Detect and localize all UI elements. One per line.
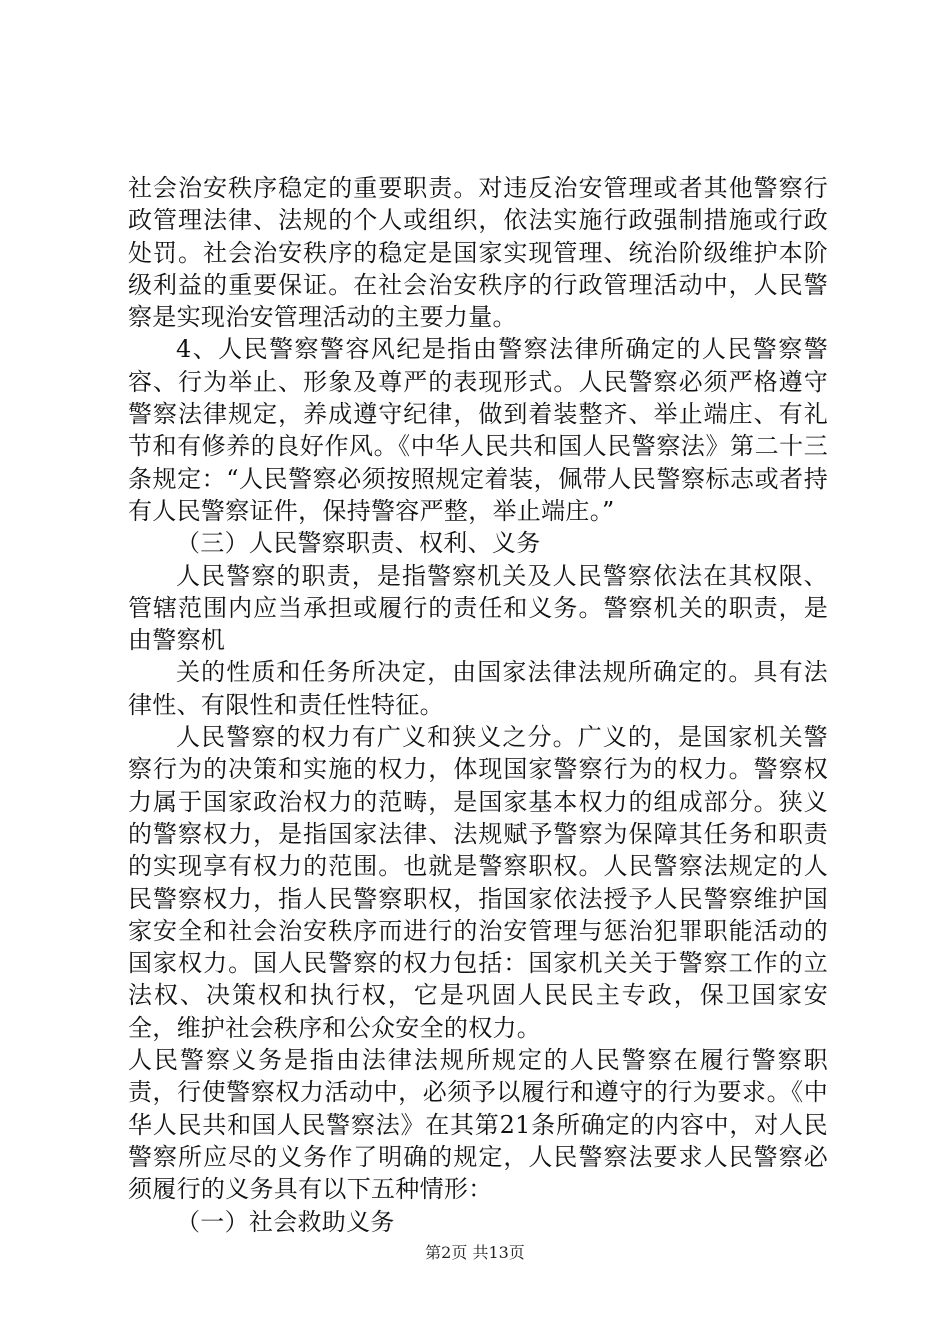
paragraph: 关的性质和任务所决定，由国家法律法规所确定的。具有法律性、有限性和责任性特征。 <box>128 658 828 719</box>
document-body <box>128 172 828 1238</box>
section-heading: （一）社会救助义务 <box>176 1207 395 1236</box>
paragraph: 4、人民警察警容风纪是指由警察法律所确定的人民警察警容、行为举止、形象及尊严的表现形式。人民警察必须严格遵守警察法律规定，养成遵守纪律，做到着装整齐、举止端庄、有礼节和有修养的良好作风。《中华人民共和国人民警察法》第二十三条规定：“人民警察必须按照规定着装，佩带人民警察标志或者持有人民警察证件，保持警容严整，举止端庄。” <box>128 335 828 525</box>
paragraph: 人民警察的权力有广义和狭义之分。广义的，是国家机关警察行为的决策和实施的权力，体现国家警察行为的权力。警察权力属于国家政治权力的范畴，是国家基本权力的组成部分。狭义的警察权力，是指国家法律、法规赋予警察为保障其任务和职责的实现享有权力的范围。也就是警察职权。人民警察法规定的人民警察权力，指人民警察职权，指国家依法授予人民警察维护国家安全和社会治安秩序而进行的治安管理与惩治犯罪职能活动的国家权力。国人民警察的权力包括：国家机关关于警察工作的立法权、决策权和执行权，它是巩固人民民主专政，保卫国家安全，维护社会秩序和公众安全的权力。 <box>128 723 828 1042</box>
paragraph: 人民警察义务是指由法律法规所规定的人民警察在履行警察职责，行使警察权力活动中，必须予以履行和遵守的行为要求。《中华人民共和国人民警察法》在其第21条所确定的内容中，对人民警察所应尽的义务作了明确的规定，人民警察法要求人民警察必须履行的义务具有以下五种情形： <box>128 1046 828 1204</box>
section-heading: （三）人民警察职责、权利、义务 <box>176 529 541 558</box>
page-number-footer: 第2页 共13页 <box>425 1243 525 1262</box>
paragraph: 社会治安秩序稳定的重要职责。对违反治安管理或者其他警察行政管理法律、法规的个人或组织，依法实施行政强制措施或行政处罚。社会治安秩序的稳定是国家实现管理、统治阶级维护本阶级利益的重要保证。在社会治安秩序的行政管理活动中，人民警察是实现治安管理活动的主要力量。 <box>128 174 828 332</box>
paragraph: 人民警察的职责，是指警察机关及人民警察依法在其权限、管辖范围内应当承担或履行的责任和义务。警察机关的职责，是由警察机 <box>128 561 828 655</box>
